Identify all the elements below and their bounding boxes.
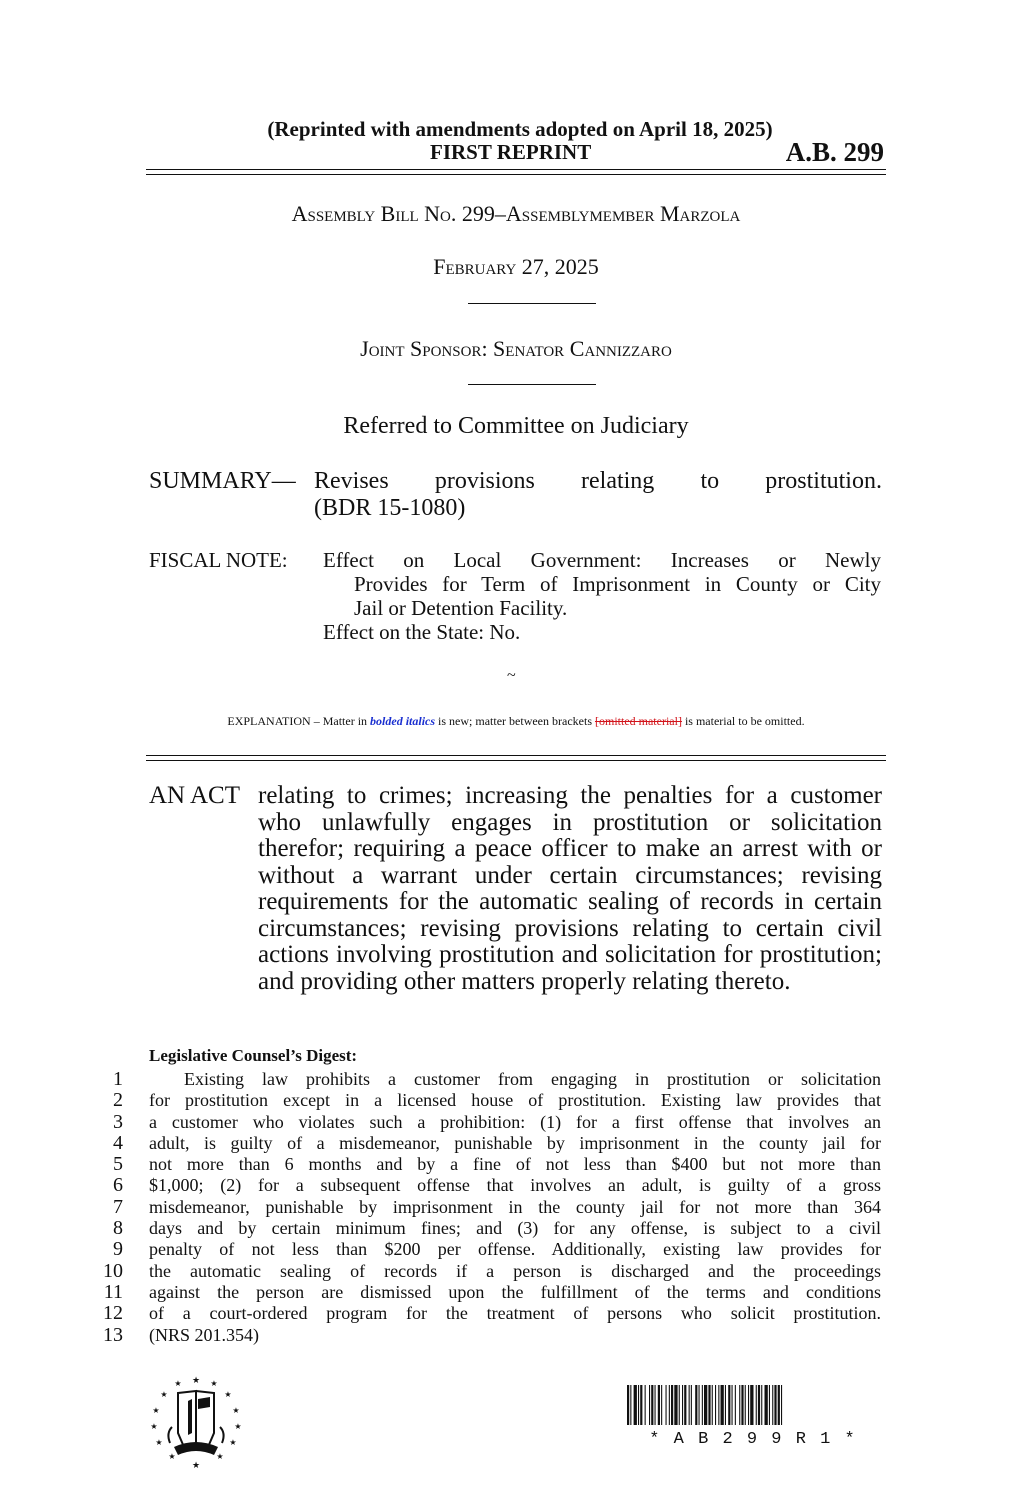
act-first-line: relating to crimes; increasing the penalties for a customer: [258, 782, 882, 809]
barcode-bar: [689, 1385, 690, 1425]
joint-sponsor: Joint Sponsor: Senator Cannizzaro: [360, 336, 672, 361]
explanation-line: [146, 714, 886, 729]
barcode-bar: [702, 1385, 703, 1425]
digest-line: [0, 1069, 1024, 1090]
explanation-omitted-sample: [omitted material]: [594, 714, 682, 728]
svg-text:★: ★: [152, 1406, 160, 1415]
digest-line-text: $1,000; (2) for a subsequent offense that involves an adult, is guilty of a gross: [149, 1175, 881, 1196]
summary-word: provisions: [434, 468, 535, 494]
barcode-bar: [645, 1385, 646, 1425]
reprint-note: (Reprinted with amendments adopted on April 18, 2025): [267, 117, 773, 141]
svg-text:★: ★: [174, 1379, 182, 1388]
line-number: 13: [103, 1323, 123, 1346]
barcode-bar: [640, 1385, 642, 1425]
reprint-label: FIRST REPRINT: [430, 140, 592, 164]
svg-text:★: ★: [160, 1390, 168, 1399]
digest-line: [0, 1218, 1024, 1239]
barcode-bar: [661, 1385, 662, 1425]
barcode-bar: [704, 1385, 707, 1425]
bill-id: A.B. 299: [785, 137, 884, 167]
explanation-prefix: EXPLANATION – Matter in: [227, 714, 371, 728]
fiscal-note-label: FISCAL NOTE:: [149, 548, 288, 572]
explanation-middle: is new; matter between brackets: [435, 714, 595, 728]
svg-text:★: ★: [229, 1438, 237, 1447]
line-number: 6: [113, 1174, 123, 1197]
barcode-bar: [750, 1385, 753, 1425]
summary-word: to: [700, 468, 720, 494]
barcode-bar: [748, 1385, 749, 1425]
svg-text:★: ★: [191, 1375, 201, 1385]
svg-text:★: ★: [210, 1379, 218, 1388]
divider: [468, 303, 596, 304]
barcode-bar: [666, 1385, 667, 1425]
digest-line: [0, 1154, 1024, 1175]
digest-line: [0, 1303, 1024, 1324]
digest-body: [0, 1069, 1024, 1346]
barcode-bar: [774, 1385, 776, 1425]
fiscal-note-line: Provides for Term of Imprisonment in County or City: [354, 572, 881, 596]
barcode-bar: [765, 1385, 768, 1425]
fiscal-note-line: Jail or Detention Facility.: [354, 596, 568, 620]
digest-line-text: adult, is guilty of a misdemeanor, punishable by imprisonment in the county jail for: [149, 1132, 881, 1153]
digest-line-text: of a court-ordered program for the treatment of persons who solicit prostitution.: [149, 1303, 881, 1324]
act-paragraph: [149, 783, 882, 995]
explanation-rule-top: [146, 755, 886, 756]
digest-line: [0, 1261, 1024, 1282]
tilde-mark: ~: [507, 667, 516, 684]
digest-line-text: Existing law prohibits a customer from engaging in prostitution or solicitation: [184, 1069, 881, 1089]
barcode-bar: [679, 1385, 680, 1425]
line-number: 8: [113, 1217, 123, 1240]
digest-line-text: days and by certain minimum fines; and (3) for any offense, is subject to a civil: [149, 1218, 881, 1239]
line-number: 12: [103, 1302, 123, 1325]
barcode-bar: [674, 1385, 677, 1425]
summary-word: prostitution.: [765, 468, 882, 494]
digest-line-text: for prostitution except in a licensed house of prostitution. Existing law provides that: [149, 1090, 881, 1111]
fiscal-note-line: Effect on Local Government: Increases or Newly: [323, 548, 881, 572]
digest-line: [0, 1239, 1024, 1260]
explanation-rule-bottom: [146, 760, 886, 761]
act-lead: AN ACT: [149, 782, 240, 809]
summary-bdr: (BDR 15-1080): [314, 495, 466, 521]
line-number: 4: [113, 1131, 123, 1154]
barcode-bar: [718, 1385, 719, 1425]
barcode-bar: [761, 1385, 762, 1425]
barcode-bar: [781, 1385, 782, 1425]
digest-line-text: the automatic sealing of records if a person is discharged and the proceedings: [149, 1260, 881, 1281]
line-number: 9: [113, 1238, 123, 1261]
barcode-bar: [691, 1385, 692, 1425]
header-rule-bottom: [146, 174, 886, 175]
digest-line: [0, 1175, 1024, 1196]
line-number: 7: [113, 1195, 123, 1218]
summary-text: [314, 468, 882, 522]
bill-title-line: Assembly Bill No. 299–Assemblymember Marzola: [291, 201, 741, 226]
barcode-bar: [655, 1385, 656, 1425]
barcode-bar: [634, 1385, 637, 1425]
barcode-bar: [769, 1385, 770, 1425]
line-number: 2: [113, 1089, 123, 1112]
barcode-bar: [741, 1385, 743, 1425]
digest-line: [0, 1197, 1024, 1218]
act-body: who unlawfully engages in prostitution or solicitation therefor; requiring a peace officer to make an arrest with or without a warrant under certain circumstances; revising requirements for the automatic sealing of records in certain circumstances; revising provisions relating to certain civil actions involving prostitution and solicitation for prostitution; and providing other matters properly relating thereto.: [258, 808, 882, 995]
summary-word: Revises: [314, 468, 389, 494]
digest-title: Legislative Counsel’s Digest:: [149, 1046, 358, 1065]
svg-text:★: ★: [216, 1452, 224, 1461]
digest-line: [0, 1282, 1024, 1303]
barcode-bar: [638, 1385, 639, 1425]
committee-referral: Referred to Committee on Judiciary: [343, 413, 689, 439]
barcode-bar: [712, 1385, 713, 1425]
barcode-bar: [671, 1385, 673, 1425]
barcode-bar: [699, 1385, 700, 1425]
barcode-bar: [651, 1385, 653, 1425]
svg-text:★: ★: [224, 1390, 232, 1399]
barcode-bar: [708, 1385, 710, 1425]
digest-line-text: penalty of not less than $200 per offense. Additionally, existing law provides for: [149, 1239, 881, 1260]
barcode-bar: [721, 1385, 724, 1425]
line-number: 1: [113, 1068, 123, 1090]
svg-text:★: ★: [232, 1406, 240, 1415]
barcode-bar: [682, 1385, 683, 1425]
digest-line: [0, 1112, 1024, 1133]
digest-line: [0, 1325, 1024, 1346]
barcode-bar: [669, 1385, 670, 1425]
svg-text:★: ★: [155, 1438, 163, 1447]
fiscal-note-text: [323, 548, 881, 644]
summary-label: SUMMARY—: [149, 468, 296, 494]
digest-line-text: against the person are dismissed upon the fulfillment of the terms and conditions: [149, 1281, 881, 1302]
line-number: 3: [113, 1110, 123, 1133]
explanation-suffix: is material to be omitted.: [681, 714, 805, 728]
barcode-bar: [745, 1385, 746, 1425]
summary-word: relating: [581, 468, 655, 494]
barcode-bar: [684, 1385, 686, 1425]
barcode-bar: [778, 1385, 780, 1425]
bill-date: February 27, 2025: [433, 254, 599, 279]
svg-text:★: ★: [234, 1422, 242, 1431]
divider: [468, 384, 596, 385]
barcode-bar: [756, 1385, 757, 1425]
line-number: 5: [113, 1153, 123, 1176]
barcode-bar: [728, 1385, 730, 1425]
barcode-bar: [630, 1385, 631, 1425]
barcode-bar: [658, 1385, 660, 1425]
line-number: 10: [103, 1259, 123, 1282]
barcode-text: * A B 2 9 9 R 1 *: [649, 1430, 857, 1449]
digest-line-text: (NRS 201.354): [149, 1324, 260, 1345]
barcode-bar: [735, 1385, 736, 1425]
barcode-bar: [739, 1385, 740, 1425]
header-rule-top: [146, 169, 886, 170]
svg-text:★: ★: [191, 1460, 201, 1469]
barcode-bar: [732, 1385, 733, 1425]
barcode-bar: [627, 1385, 629, 1425]
digest-line: [0, 1090, 1024, 1111]
digest-line-text: misdemeanor, punishable by imprisonment in the county jail for not more than 364: [149, 1196, 881, 1217]
explanation-new-sample: bolded italics: [370, 714, 436, 728]
barcode-bar: [725, 1385, 726, 1425]
barcode-bar: [772, 1385, 773, 1425]
svg-text:★: ★: [168, 1452, 176, 1461]
fiscal-note-line: Effect on the State: No.: [323, 620, 521, 644]
barcode-bar: [695, 1385, 697, 1425]
barcode-bar: [758, 1385, 760, 1425]
nevada-seal-icon: [148, 1373, 244, 1469]
svg-text:★: ★: [150, 1422, 158, 1431]
digest-line: [0, 1133, 1024, 1154]
digest-line-text: a customer who violates such a prohibition: (1) for a first offense that involves an: [149, 1111, 881, 1132]
digest-line-text: not more than 6 months and by a fine of not less than $400 but not more than: [149, 1154, 881, 1175]
barcode-bar: [649, 1385, 650, 1425]
barcode-bar: [715, 1385, 716, 1425]
line-number: 11: [103, 1280, 123, 1303]
barcode-icon: [627, 1385, 879, 1425]
